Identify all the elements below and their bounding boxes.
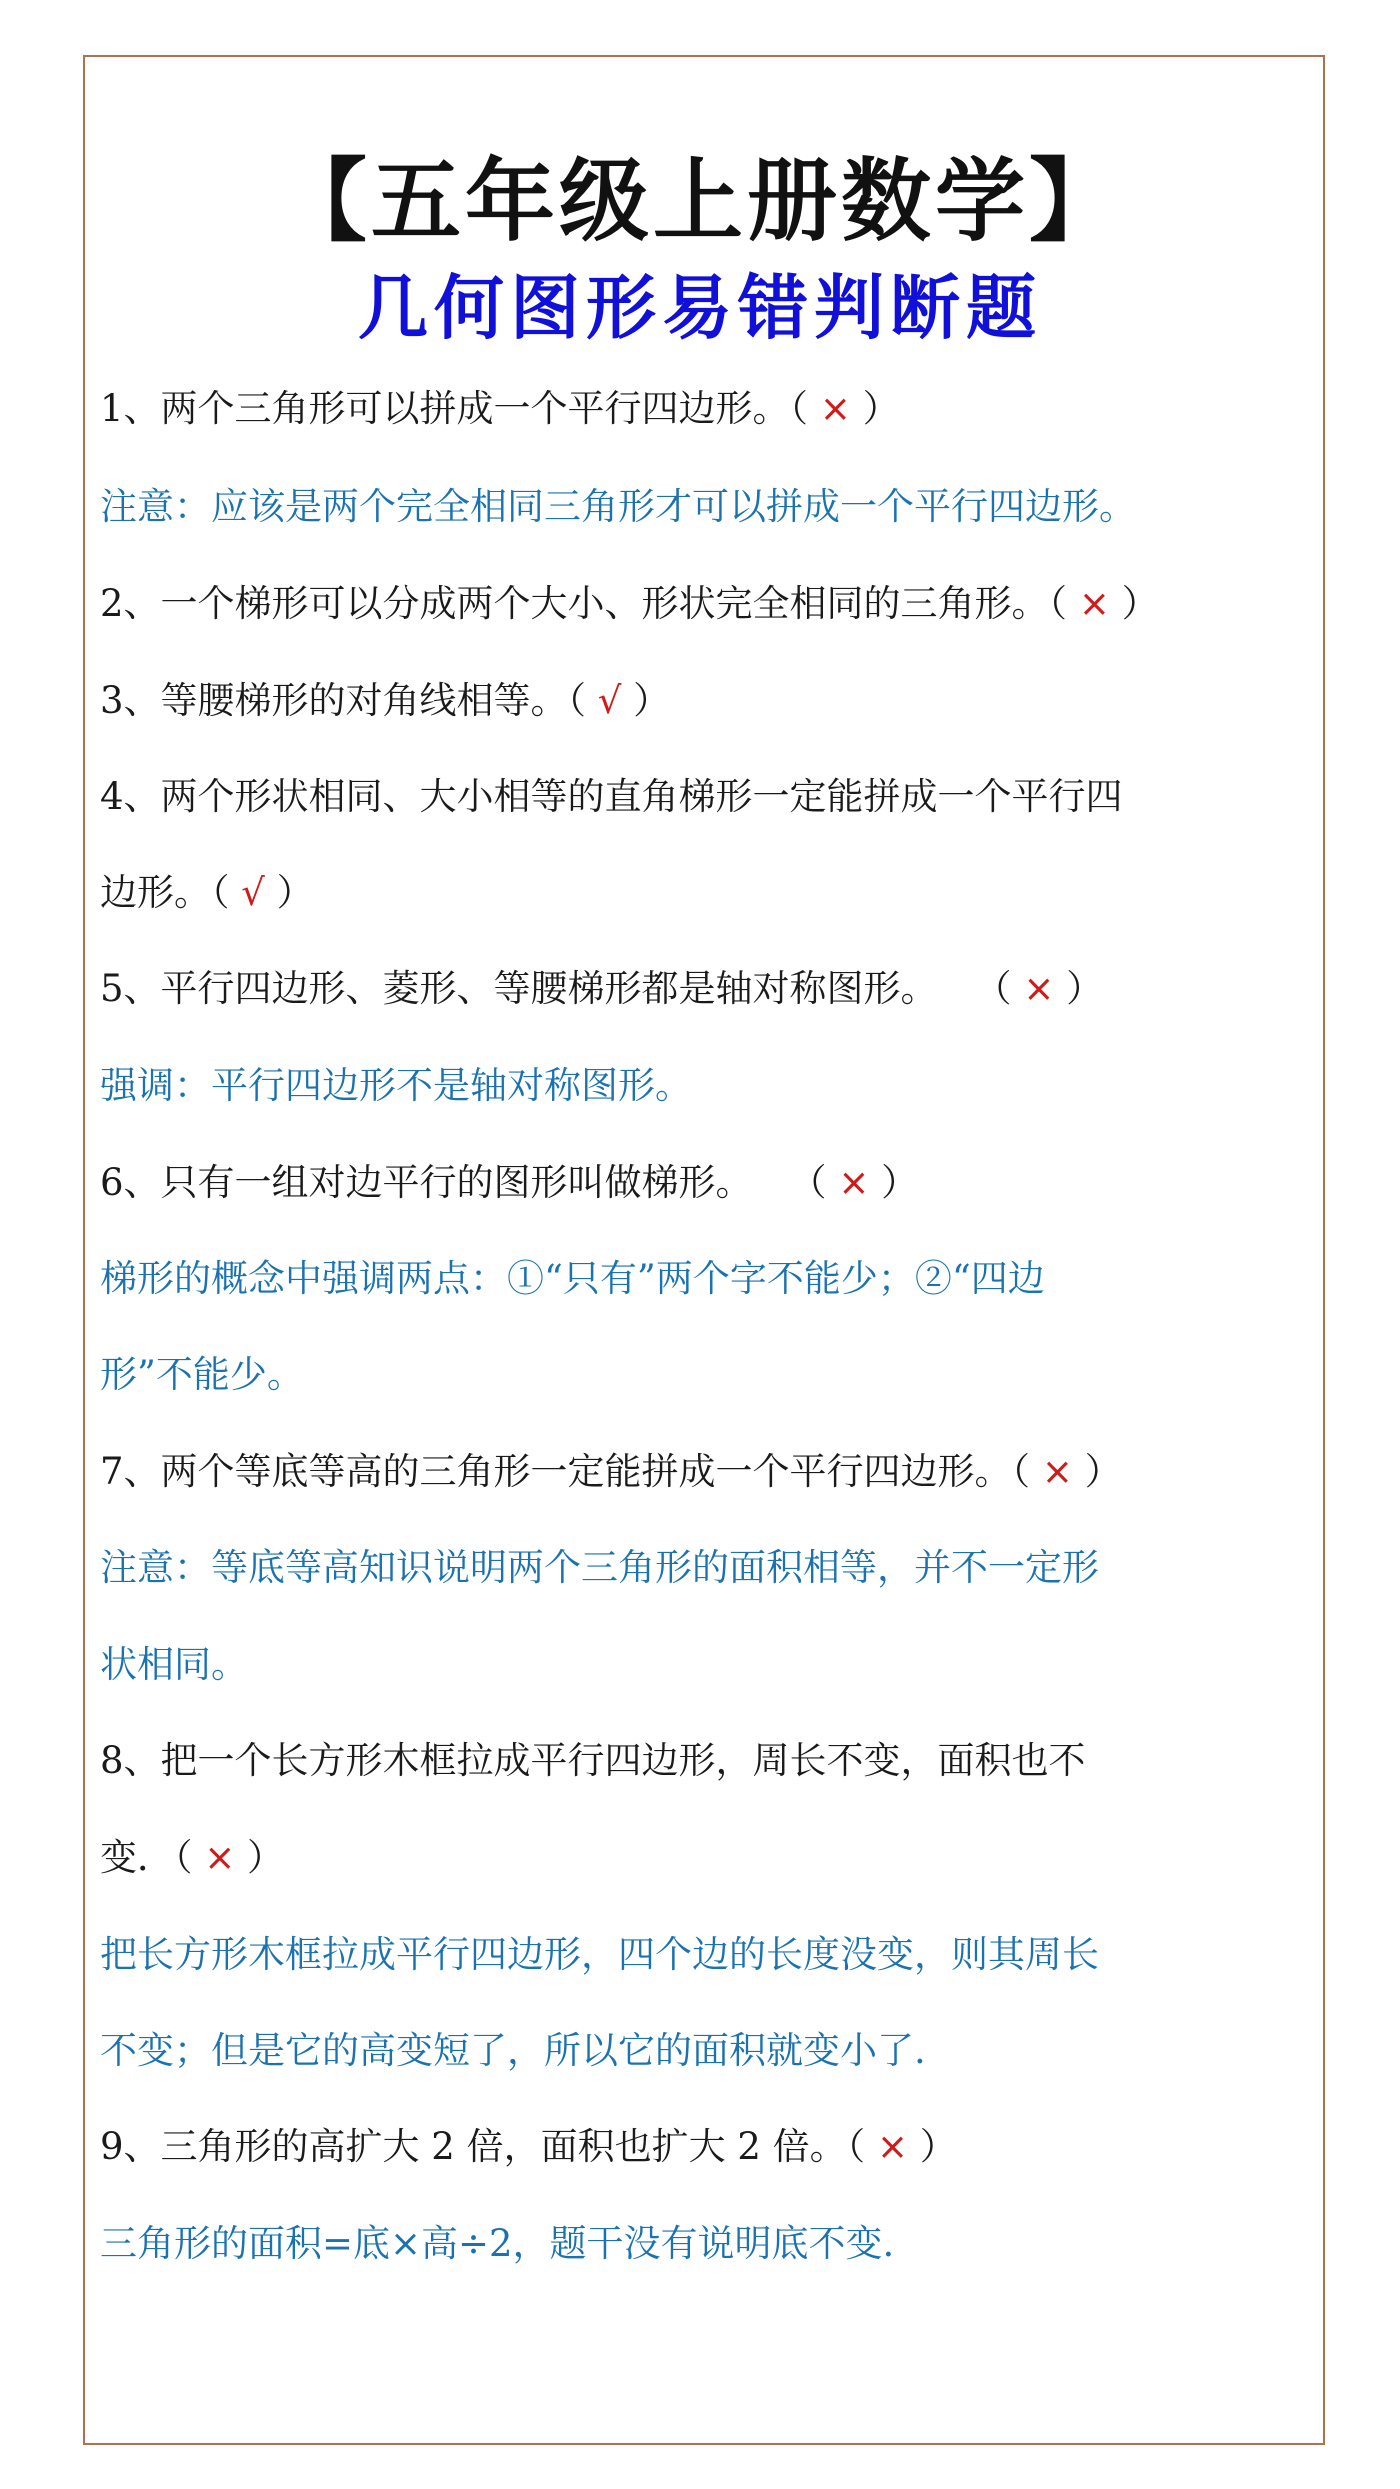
question-8-line-2: 变．（ × ） xyxy=(100,1836,285,1879)
question-2: 2、一个梯形可以分成两个大小、形状完全相同的三角形。（ × ） xyxy=(100,582,1159,625)
question-5: 5、平行四边形、菱形、等腰梯形都是轴对称图形。 （ × ） xyxy=(100,967,1104,1010)
note-8-line-1: 把长方形木框拉成平行四边形，四个边的长度没变，则其周长 xyxy=(100,1933,1099,1976)
note-6-line-1: 梯形的概念中强调两点：①“只有”两个字不能少；②“四边 xyxy=(100,1257,1045,1300)
question-4-line-2: 边形。（ √ ） xyxy=(100,871,314,914)
answer-mark: × xyxy=(876,2125,908,2168)
note-9: 三角形的面积=底×高÷2，题干没有说明底不变. xyxy=(100,2222,895,2265)
note-5: 强调：平行四边形不是轴对称图形。 xyxy=(100,1064,692,1107)
answer-mark: × xyxy=(1023,967,1055,1010)
note-7-line-2: 状相同。 xyxy=(100,1643,248,1686)
answer-mark: × xyxy=(1041,1450,1073,1493)
note-8-line-2: 不变；但是它的高变短了，所以它的面积就变小了. xyxy=(100,2029,926,2072)
question-4-line-1: 4、两个形状相同、大小相等的直角梯形一定能拼成一个平行四 xyxy=(100,775,1123,818)
question-7: 7、两个等底等高的三角形一定能拼成一个平行四边形。（ × ） xyxy=(100,1450,1122,1493)
question-3: 3、等腰梯形的对角线相等。（ √ ） xyxy=(100,679,671,722)
answer-mark: × xyxy=(838,1161,870,1204)
question-9: 9、三角形的高扩大 2 倍，面积也扩大 2 倍。（ × ） xyxy=(100,2125,957,2168)
page-title: 【五年级上册数学】 xyxy=(277,148,1123,254)
answer-mark: √ xyxy=(597,679,622,722)
question-1: 1、两个三角形可以拼成一个平行四边形。（ × ） xyxy=(100,387,900,430)
note-7-line-1: 注意：等底等高知识说明两个三角形的面积相等，并不一定形 xyxy=(100,1546,1099,1589)
answer-mark: × xyxy=(1078,582,1110,625)
answer-mark: √ xyxy=(241,871,265,914)
question-8-line-1: 8、把一个长方形木框拉成平行四边形，周长不变，面积也不 xyxy=(100,1739,1086,1782)
page-subtitle: 几何图形易错判断题 xyxy=(358,266,1042,349)
note-6-line-2: 形”不能少。 xyxy=(100,1353,304,1396)
note-1: 注意：应该是两个完全相同三角形才可以拼成一个平行四边形。 xyxy=(100,485,1136,528)
answer-mark: × xyxy=(819,387,851,430)
question-6: 6、只有一组对边平行的图形叫做梯形。 （ × ） xyxy=(100,1161,919,1204)
answer-mark: × xyxy=(204,1836,236,1879)
